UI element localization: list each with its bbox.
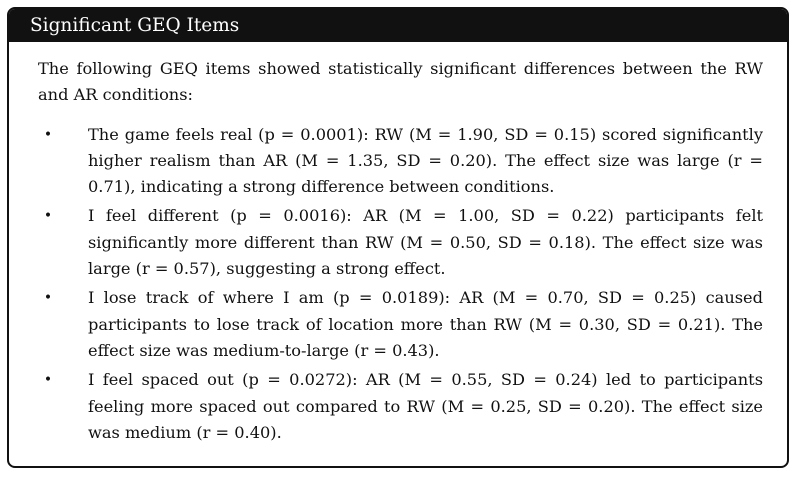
- list-item: [38, 122, 763, 201]
- list-item: [38, 285, 763, 364]
- list-item: [38, 367, 763, 446]
- bullet-icon: •: [43, 208, 53, 225]
- item-text: I feel different (p = 0.0016): AR (M = 1.00, SD = 0.22) participants felt significantly more different than RW (M = 0.50, SD = 0.18). The effect size was large (r = 0.57), suggesting a strong effect.: [88, 206, 763, 279]
- significant-geq-items-box: [7, 7, 789, 468]
- bullet-icon: •: [43, 372, 53, 389]
- item-text: The game feels real (p = 0.0001): RW (M = 1.90, SD = 0.15) scored significantly higher realism than AR (M = 1.35, SD = 0.20). The effect size was large (r = 0.71), indicating a strong difference between conditions.: [88, 124, 763, 197]
- geq-items-list: [38, 122, 763, 447]
- bullet-icon: •: [43, 290, 53, 307]
- list-item: [38, 203, 763, 282]
- intro-paragraph: The following GEQ items showed statistically significant differences between the RW and AR conditions:: [38, 59, 763, 105]
- item-text: I feel spaced out (p = 0.0272): AR (M = 0.55, SD = 0.24) led to participants feeling more spaced out compared to RW (M = 0.25, SD = 0.20). The effect size was medium (r = 0.40).: [88, 370, 763, 442]
- item-text: I lose track of where I am (p = 0.0189): AR (M = 0.70, SD = 0.25) caused participants to lose track of location more than RW (M = 0.30, SD = 0.21). The effect size was medium-to-large (r = 0.43).: [88, 288, 763, 360]
- box-body: [9, 42, 787, 446]
- bullet-icon: •: [43, 126, 53, 143]
- box-title: Significant GEQ Items: [9, 9, 787, 42]
